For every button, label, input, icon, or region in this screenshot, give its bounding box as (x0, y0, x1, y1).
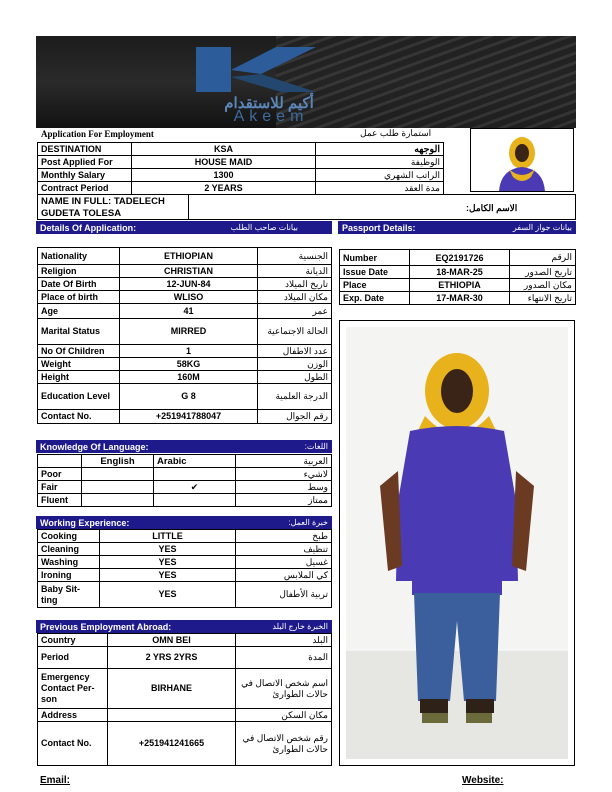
passport-table (339, 249, 576, 305)
passport-section-header (338, 221, 576, 234)
section-title-ar: اللغات: (304, 442, 328, 451)
previous-section-header (36, 620, 332, 633)
row-label-ar: تاريخ الميلاد (258, 278, 332, 291)
row-value: 160M (120, 371, 258, 384)
row-label: Emergency Contact Per-son (38, 669, 108, 709)
table-row (340, 279, 576, 292)
row-label: Date Of Birth (38, 278, 120, 291)
row-value: MIRRED (120, 319, 258, 345)
experience-section-header (36, 516, 332, 529)
table-row (340, 250, 576, 266)
english-cell (82, 468, 154, 481)
row-label-ar: كي الملابس (236, 569, 332, 582)
row-label-ar: تربية الأطفال (236, 582, 332, 608)
row-label-ar: الحالة الاجتماعية (258, 319, 332, 345)
row-value: +251941241665 (108, 722, 236, 766)
row-label: Fluent (38, 494, 82, 507)
row-value: LITTLE (100, 530, 236, 543)
table-row (38, 265, 332, 278)
table-row (38, 358, 332, 371)
english-cell (82, 494, 154, 507)
section-title-ar: خبرة العمل: (288, 518, 328, 527)
row-label: Religion (38, 265, 120, 278)
row-label: Post Applied For (38, 156, 132, 169)
row-label: Nationality (38, 248, 120, 265)
col-english: English (82, 455, 154, 468)
col-arabic: Arabic (154, 455, 236, 468)
row-label-ar: الوظيفة (316, 156, 444, 169)
section-title: Working Experience: (40, 517, 130, 528)
table-row (38, 169, 444, 182)
row-label-ar: البلد (236, 634, 332, 647)
row-label-ar: مكان السكن (236, 709, 332, 722)
applicant-portrait-icon (471, 129, 573, 191)
row-label: Country (38, 634, 108, 647)
table-row (38, 410, 332, 424)
row-label: Height (38, 371, 120, 384)
top-info-table (37, 142, 444, 195)
table-row (38, 182, 444, 195)
company-logo-icon (186, 42, 346, 100)
row-label: Contact No. (38, 722, 108, 766)
table-row (38, 384, 332, 410)
table-row (38, 278, 332, 291)
details-section-header (36, 221, 332, 234)
table-row (38, 468, 332, 481)
page-title: Application For Employment (41, 129, 154, 139)
row-label: Exp. Date (340, 292, 410, 305)
row-label-ar: تنظيف (236, 543, 332, 556)
table-row (38, 291, 332, 304)
full-name-label: NAME IN FULL: TADELECH (41, 196, 165, 207)
table-row (38, 556, 332, 569)
row-value (108, 709, 236, 722)
experience-table (37, 529, 332, 608)
row-value: 58KG (120, 358, 258, 371)
row-label: Contract Period (38, 182, 132, 195)
section-title-ar: بيانات جواز السفر (512, 223, 572, 232)
row-label-ar: الوزن (258, 358, 332, 371)
row-label-ar: تاريخ الصدور (510, 266, 576, 279)
previous-employment-table (37, 633, 332, 766)
table-row (340, 266, 576, 279)
english-cell (82, 481, 154, 494)
row-label: Issue Date (340, 266, 410, 279)
row-label: Monthly Salary (38, 169, 132, 182)
page-title-ar: استمارة طلب عمل (360, 128, 432, 138)
row-label-ar: الطول (258, 371, 332, 384)
row-label-ar: المدة (236, 647, 332, 669)
table-row (38, 569, 332, 582)
table-row (38, 319, 332, 345)
row-label: No Of Children (38, 345, 120, 358)
row-label-ar: الراتب الشهري (316, 169, 444, 182)
table-row (38, 530, 332, 543)
row-label: Marital Status (38, 319, 120, 345)
arabic-cell (154, 494, 236, 507)
row-value: CHRISTIAN (120, 265, 258, 278)
row-label-ar: غسيل (236, 556, 332, 569)
row-label-ar: عدد الاطفال (258, 345, 332, 358)
row-value: YES (100, 569, 236, 582)
applicant-photo-small (470, 128, 574, 192)
full-name-line2: GUDETA TOLESA (41, 208, 122, 219)
col-arabic-ar: العربية (236, 455, 332, 468)
row-value: EQ2191726 (410, 250, 510, 266)
row-label-ar: وسط (236, 481, 332, 494)
row-label-ar: لاشيء (236, 468, 332, 481)
row-label: Address (38, 709, 108, 722)
section-title: Passport Details: (342, 222, 416, 233)
header-banner (36, 36, 576, 128)
row-label: Number (340, 250, 410, 266)
row-label-ar: رقم الجوال (258, 410, 332, 424)
section-title: Details Of Application: (40, 222, 137, 233)
row-value: ETHIOPIAN (120, 248, 258, 265)
details-table (37, 247, 332, 424)
table-row (38, 709, 332, 722)
logo-arabic-text: أكيم للاستقدام (224, 95, 314, 112)
row-label: Place of birth (38, 291, 120, 304)
row-label-ar: الجنسية (258, 248, 332, 265)
arabic-checkmark: ✔ (154, 481, 236, 494)
row-label: DESTINATION (38, 143, 132, 156)
row-label: Poor (38, 468, 82, 481)
table-row (38, 156, 444, 169)
row-label: Education Level (38, 384, 120, 410)
section-title: Knowledge Of Language: (40, 441, 149, 452)
row-value: 17-MAR-30 (410, 292, 510, 305)
row-value: 41 (120, 304, 258, 319)
applicant-fullbody-icon (340, 321, 574, 765)
row-value: YES (100, 543, 236, 556)
row-value: +251941788047 (120, 410, 258, 424)
row-value: 12-JUN-84 (120, 278, 258, 291)
row-value: HOUSE MAID (132, 156, 316, 169)
table-row (38, 647, 332, 669)
row-value: OMN BEI (108, 634, 236, 647)
row-label-ar: تاريخ الانتهاء (510, 292, 576, 305)
table-row (340, 292, 576, 305)
table-row (38, 722, 332, 766)
row-label: Period (38, 647, 108, 669)
row-label: Washing (38, 556, 100, 569)
row-label: Weight (38, 358, 120, 371)
row-value: 2 YRS 2YRS (108, 647, 236, 669)
row-value: 1 (120, 345, 258, 358)
row-value: KSA (132, 143, 316, 156)
row-value: YES (100, 582, 236, 608)
section-title: Previous Employment Abroad: (40, 621, 172, 632)
row-value: ETHIOPIA (410, 279, 510, 292)
table-row (38, 669, 332, 709)
row-value: 18-MAR-25 (410, 266, 510, 279)
table-row (38, 143, 444, 156)
row-label: Age (38, 304, 120, 319)
email-label: Email: (40, 775, 71, 786)
row-value: G 8 (120, 384, 258, 410)
row-label-ar: مكان الصدور (510, 279, 576, 292)
row-label-ar: رقم شخص الاتصال في حالات الطوارئ (236, 722, 332, 766)
row-label: Place (340, 279, 410, 292)
language-table (37, 454, 332, 507)
row-label-ar: عمر (258, 304, 332, 319)
row-label: Cooking (38, 530, 100, 543)
row-label: Fair (38, 481, 82, 494)
row-label-ar: الرقم (510, 250, 576, 266)
row-label-ar: مدة العقد (316, 182, 444, 195)
row-label: Baby Sit-ting (38, 582, 100, 608)
row-value: YES (100, 556, 236, 569)
row-value: 2 YEARS (132, 182, 316, 195)
row-value: BIRHANE (108, 669, 236, 709)
row-label-ar: طبخ (236, 530, 332, 543)
table-row (38, 481, 332, 494)
full-name-box (37, 194, 576, 220)
table-row (38, 248, 332, 265)
table-row (38, 582, 332, 608)
row-value: 1300 (132, 169, 316, 182)
row-label-ar: الوجهه (316, 143, 444, 156)
row-label: Contact No. (38, 410, 120, 424)
applicant-photo-full (339, 320, 575, 766)
table-row (38, 494, 332, 507)
row-label-ar: الدرجة العلمية (258, 384, 332, 410)
section-title-ar: الخبرة خارج البلد (272, 622, 328, 631)
website-label: Website: (462, 775, 504, 786)
table-row (38, 634, 332, 647)
table-header-row (38, 455, 332, 468)
logo-latin-text: Akeem (233, 108, 309, 125)
row-value: WLISO (120, 291, 258, 304)
row-label: Ironing (38, 569, 100, 582)
row-label-ar: مكان الميلاد (258, 291, 332, 304)
arabic-cell (154, 468, 236, 481)
section-title-ar: بيانات صاحب الطلب (230, 223, 298, 232)
table-row (38, 304, 332, 319)
row-label-ar: اسم شخص الاتصال في حالات الطوارئ (236, 669, 332, 709)
row-label-ar: الديانة (258, 265, 332, 278)
table-row (38, 345, 332, 358)
row-label-ar: ممتاز (236, 494, 332, 507)
row-label: Cleaning (38, 543, 100, 556)
table-row (38, 371, 332, 384)
language-section-header (36, 440, 332, 453)
full-name-label-ar: الاسم الكامل: (466, 203, 518, 213)
table-row (38, 543, 332, 556)
